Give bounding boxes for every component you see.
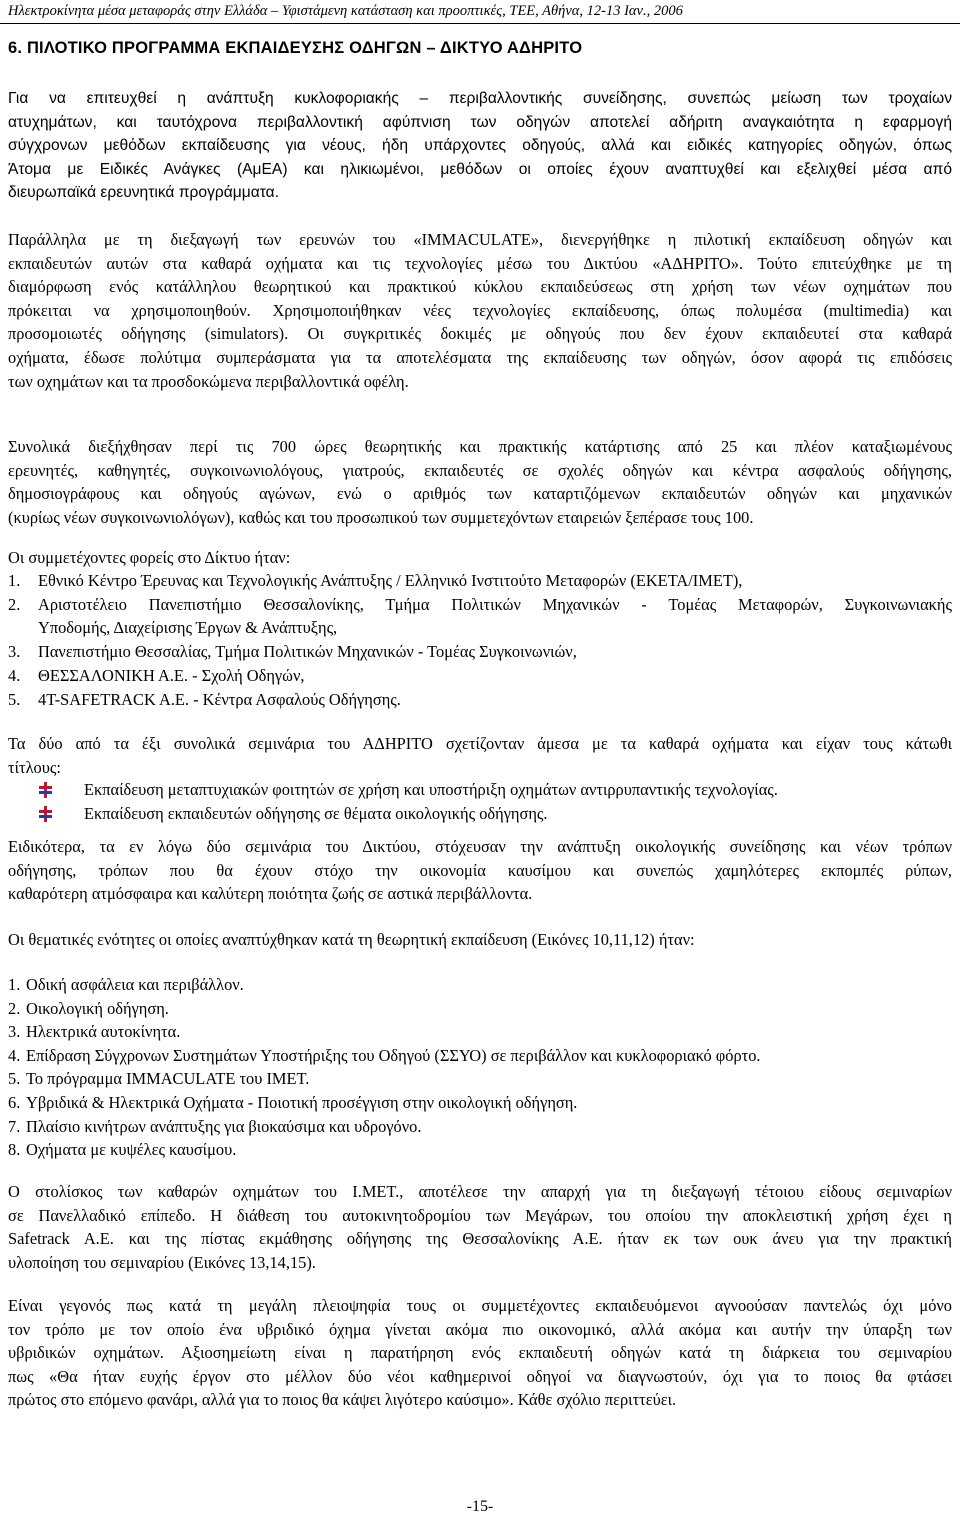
- list-text: Ηλεκτρικά αυτοκίνητα.: [26, 1022, 181, 1042]
- list-text: Οικολογική οδήγηση.: [26, 998, 169, 1018]
- list-item: [38, 802, 778, 826]
- paragraph-topics-intro: [8, 928, 952, 952]
- text-line: σύγχρονων μεθόδων εκπαίδευσης για νέους, ήδη υπάρχοντες οδηγούς, αλλά και ειδικές κατηγορίες οδηγών, όπως: [8, 137, 952, 155]
- list-number: 2.: [8, 594, 21, 614]
- text-line: Safetrack A.E. και της πίστας εκμάθησης οδήγησης της Θεσσαλονίκης Α.Ε. ήταν εκ των ουκ άνευ για την πρακτική: [8, 1229, 952, 1249]
- list-item: [8, 1044, 952, 1068]
- section-title: 6. ΠΙΛΟΤΙΚΟ ΠΡΟΓΡΑΜΜΑ ΕΚΠΑΙΔΕΥΣΗΣ ΟΔΗΓΩΝ – ΔΙΚΤΥΟ ΑΔΗΡΙΤΟ: [8, 39, 583, 57]
- list-text: Οδική ασφάλεια και περιβάλλον.: [26, 975, 244, 994]
- list-item: [8, 664, 952, 688]
- text-line: (κυρίως νέων συγκοινωνιολόγων), καθώς και του προσωπικού των συμμετεχόντων εταιρειών ξεπέρασε τους 100.: [8, 507, 754, 527]
- list-item: [8, 1115, 952, 1139]
- list-text: Επίδραση Σύγχρονων Συστημάτων Υποστήριξης του Οδηγού (ΣΣΥΟ) σε περιβάλλον και κυκλοφοριακό φόρτο.: [26, 1045, 761, 1065]
- list-text: Πανεπιστήμιο Θεσσαλίας, Τμήμα Πολιτικών Μηχανικών - Τομέας Συγκοινωνιών,: [38, 642, 577, 662]
- list-item: [8, 1067, 952, 1091]
- text-line: Παράλληλα με τη διεξαγωγή των ερευνών του «IMMACULATE», διενεργήθηκε η πιλοτική εκπαίδευση οδηγών και: [8, 230, 952, 249]
- paragraph-immaculate: [8, 228, 952, 393]
- text-line: προσομοιωτές οδήγησης (simulators). Οι συγκριτικές δοκιμές με οδηγούς που δεν έχουν εκπαιδευτεί στα καθαρά: [8, 324, 952, 344]
- text-line: Άτομα με Ειδικές Ανάγκες (ΑμΕΑ) και ηλικιωμένοι, μεθόδων οι οποίες έχουν αναπτυχθεί και εξελιχθεί μέσα από: [8, 160, 952, 178]
- header-rule: [0, 23, 960, 24]
- text-line: πρόκειται να χρησιμοποιηθούν. Χρησιμοποιήθηκαν νέες τεχνολογίες εκπαίδευσης, όπως πολυμέσα (multimedia) και: [8, 300, 952, 320]
- text-line: Για να επιτευχθεί η ανάπτυξη κυκλοφοριακής – περιβαλλοντικής συνείδησης, συνεπώς μείωση των τροχαίων: [8, 90, 952, 107]
- list-number: 4.: [8, 665, 21, 685]
- list-text: Υποδομής, Διαχείρισης Έργων & Ανάπτυξης,: [38, 618, 338, 638]
- text-line: Ο στολίσκος των καθαρών οχημάτων του Ι.ΜΕΤ., αποτέλεσε την απαρχή για τη διεξαγωγή τέτοιου είδους σεμιναρίων: [8, 1182, 952, 1201]
- list-item: [8, 593, 952, 640]
- flag-bullet-icon: [38, 806, 54, 822]
- list-number: 5.: [8, 689, 21, 709]
- list-item: [8, 640, 952, 664]
- list-item: [8, 1020, 952, 1044]
- paragraph-observations: [8, 1294, 952, 1412]
- text-line: Οι θεματικές ενότητες οι οποίες αναπτύχθηκαν κατά τη θεωρητική εκπαίδευση (Εικόνες 10,11,12) ήταν:: [8, 930, 695, 949]
- flag-bullet-icon: [38, 782, 54, 798]
- list-text: Εθνικό Κέντρο Έρευνας και Τεχνολογικής Ανάπτυξης / Ελληνικό Ινστιτούτο Μεταφορών (ΕΚΕΤΑ/ΙΜΕΤ),: [38, 571, 743, 590]
- paragraph-seminars-intro: [8, 732, 952, 779]
- list-number: 6.: [8, 1092, 21, 1112]
- text-line: Τα δύο από τα έξι συνολικά σεμινάρια του ΑΔΗΡΙΤΟ σχετίζονταν άμεσα με τα καθαρά οχήματα και είχαν τους κάτωθι: [8, 734, 952, 753]
- list-item: [38, 778, 778, 802]
- list-item: [8, 997, 952, 1021]
- text-line: ατυχημάτων, και ταυτόχρονα περιβαλλοντική αφύπνιση των οδηγών αποτελεί αδήριτη αναγκαιότητα η εφαρμογή: [8, 113, 952, 131]
- paragraph-fleet: [8, 1180, 952, 1274]
- text-line: καθαρότερη ατμόσφαιρα και καλύτερη ποιότητα ζωής σε αστικά περιβάλλοντα.: [8, 884, 533, 904]
- text-line: τον τρόπο με τον οποίο ένα υβριδικό όχημα γίνεται ακόμα πιο οικονομικό, αλλά ακόμα και αυτήν την ύπαρξη των: [8, 1319, 952, 1339]
- list-number: 3.: [8, 642, 21, 662]
- paragraph-seminar-goals: [8, 835, 952, 906]
- paragraph-intro: [8, 87, 952, 205]
- list-number: 7.: [8, 1116, 21, 1136]
- list-text: Το πρόγραμμα IMMACULATE του ΙΜΕΤ.: [26, 1069, 310, 1089]
- seminars-list: [38, 778, 778, 825]
- list-text: Πλαίσιο κινήτρων ανάπτυξης για βιοκαύσιμα και υδρογόνο.: [26, 1116, 422, 1136]
- text-line: υβριδικών οχημάτων. Αξιοσημείωτη είναι η παρατήρηση ενός εκπαιδευτή οδηγών κατά τη διάρκεια του σεμιναρίου: [8, 1343, 952, 1363]
- list-text: Αριστοτέλειο Πανεπιστήμιο Θεσσαλονίκης, Τμήμα Πολιτικών Μηχανικών - Τομέας Μεταφορών, Συγκοινωνιακής: [38, 594, 952, 614]
- text-line: των οχημάτων και τα προσδοκώμενα περιβαλλοντικά οφέλη.: [8, 371, 409, 391]
- list-text: Εκπαίδευση εκπαιδευτών οδήγησης σε θέματα οικολογικής οδήγησης.: [84, 803, 548, 823]
- text-line: οδήγησης, τρόπων που θα έχουν στόχο την οικονομία καυσίμου και συνεπώς χαμηλότερες εκπομπές ρύπων,: [8, 860, 952, 880]
- text-line: οχήματα, έδωσε πολύτιμα συμπεράσματα για τα αποτελέσματα της εκπαίδευσης των οδηγών, όσον αφορά τις επιδόσεις: [8, 347, 952, 367]
- topics-list: [8, 973, 952, 1162]
- list-item: [8, 1138, 952, 1162]
- text-line: σε Πανελλαδικό επίπεδο. Η διάθεση του αυτοκινητοδρομίου των Μεγάρων, του οποίου την αποκλειστική χρήση έχει η: [8, 1205, 952, 1225]
- text-line: διευρωπαϊκά ερευνητικά προγράμματα.: [8, 184, 280, 202]
- list-text: Υβριδικά & Ηλεκτρικά Οχήματα - Ποιοτική προσέγγιση στην οικολογική οδήγηση.: [26, 1092, 578, 1112]
- list-number: 3.: [8, 1022, 21, 1042]
- text-line: Συνολικά διεξήχθησαν περί τις 700 ώρες θεωρητικής και πρακτικής κατάρτισης από 25 και πλέον καταξιωμένους: [8, 437, 952, 456]
- list-item: [8, 569, 952, 593]
- participants-list: [8, 569, 952, 711]
- list-number: 4.: [8, 1045, 21, 1065]
- list-item: [8, 1091, 952, 1115]
- text-line: Οι συμμετέχοντες φορείς στο Δίκτυο ήταν:: [8, 548, 291, 567]
- list-item: [8, 973, 952, 997]
- page-number: -15-: [466, 1498, 494, 1515]
- text-line: τίτλους:: [8, 757, 61, 777]
- text-line: πως «Θα ήταν ευχής έργον στο μέλλον δύο νέοι καθημερινοί οδηγοί να διαγνωστούν, όχι για το ποιος θα φτάσει: [8, 1366, 952, 1386]
- list-number: 1.: [8, 571, 21, 590]
- text-line: δημοσιογράφους και οδηγούς αγώνων, ενώ ο αριθμός των καταρτιζόμενων εκπαιδευτών οδηγών και μηχανικών: [8, 484, 952, 504]
- text-line: ερευνητές, καθηγητές, συγκοινωνιολόγους, γιατρούς, εκπαιδευτές σε σχολές οδηγών και κέντρα ασφαλούς οδήγησης,: [8, 460, 952, 480]
- list-text: ΘΕΣΣΑΛΟΝΙΚΗ Α.Ε. - Σχολή Οδηγών,: [38, 665, 305, 685]
- list-number: 5.: [8, 1069, 21, 1089]
- list-number: 8.: [8, 1140, 21, 1160]
- list-text: Εκπαίδευση μεταπτυχιακών φοιτητών σε χρήση και υποστήριξη οχημάτων αντιρρυπαντικής τεχνολογίας.: [84, 780, 778, 799]
- paragraph-training-hours: [8, 435, 952, 529]
- list-number: 1.: [8, 975, 21, 994]
- list-text: Οχήματα με κυψέλες καυσίμου.: [26, 1140, 237, 1160]
- text-line: πρώτος στο επόμενο φανάρι, αλλά για το ποιος θα κάψει λιγότερο καύσιμο». Κάθε σχόλιο περιττεύει.: [8, 1390, 677, 1410]
- list-text: 4T-SAFETRACK A.E. - Κέντρα Ασφαλούς Οδήγησης.: [38, 689, 401, 709]
- text-line: υλοποίηση του σεμιναρίου (Εικόνες 13,14,15).: [8, 1252, 316, 1272]
- list-item: [8, 688, 952, 712]
- list-number: 2.: [8, 998, 21, 1018]
- running-header: Ηλεκτροκίνητα μέσα μεταφοράς στην Ελλάδα – Υφιστάμενη κατάσταση και προοπτικές, ΤΕΕ, Αθήνα, 12-13 Ιαν., 2006: [8, 3, 683, 19]
- text-line: Ειδικότερα, τα εν λόγω δύο σεμινάρια του Δικτύου, στόχευσαν την ανάπτυξη οικολογικής συνείδησης και νέων τρόπων: [8, 837, 952, 856]
- participants-intro: [8, 546, 952, 570]
- text-line: διαμόρφωση ενός κατάλληλου θεωρητικού και πρακτικού κύκλου εκπαιδεύσεως στη χρήση των νέων οχημάτων που: [8, 277, 952, 297]
- text-line: εκπαιδευτών αυτών στα καθαρά οχήματα και τις τεχνολογίες μέσω του Δικτύου «ΑΔΗΡΙΤΟ». Τούτο επιτεύχθηκε με τη: [8, 253, 952, 273]
- text-line: Είναι γεγονός πως κατά τη μεγάλη πλειοψηφία τους οι συμμετέχοντες εκπαιδευόμενοι αγνοούσαν παντελώς όχι μόνο: [8, 1296, 952, 1315]
